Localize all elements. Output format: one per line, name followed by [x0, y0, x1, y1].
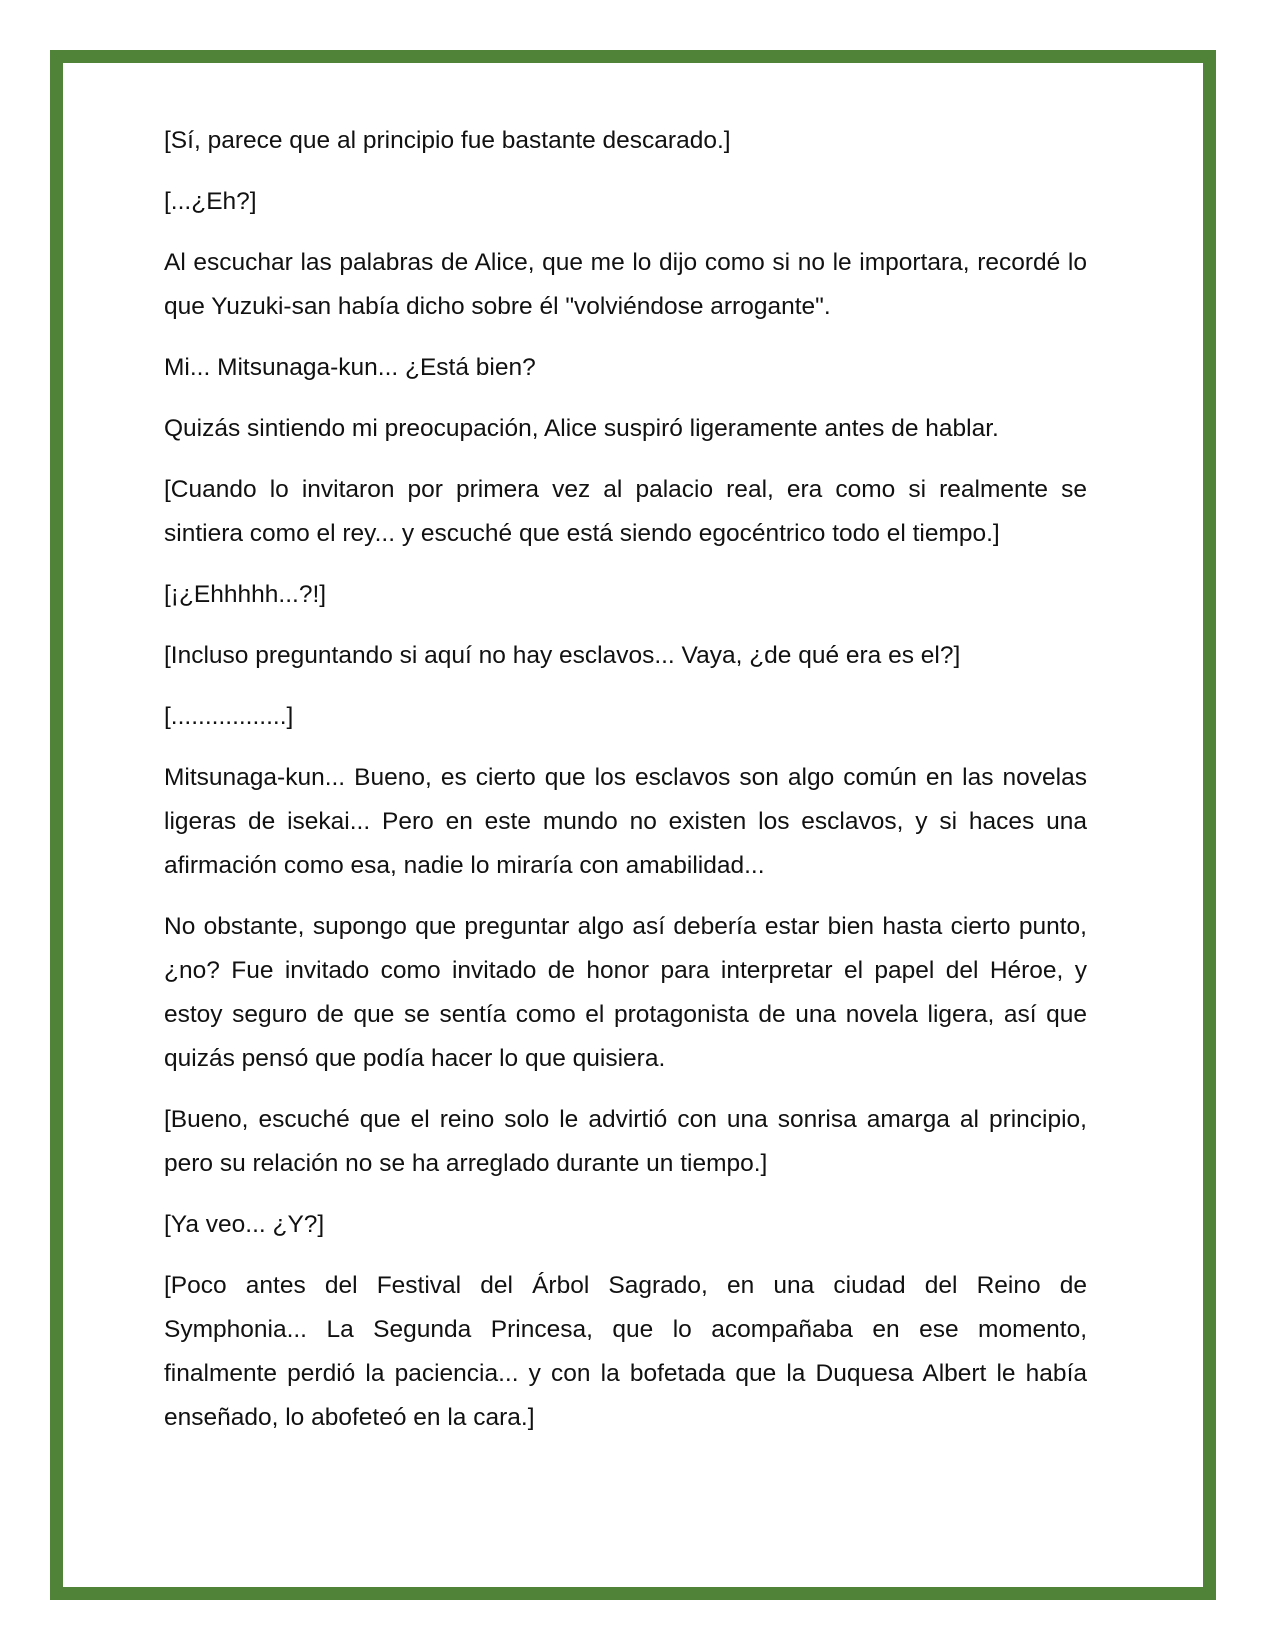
- paragraph: [.................]: [164, 703, 294, 730]
- paragraph: [Incluso preguntando si aquí no hay esclavos... Vaya, ¿de qué era es el?]: [164, 642, 961, 669]
- paragraph: [Sí, parece que al principio fue bastante descarado.]: [164, 127, 731, 154]
- paragraph: Al escuchar las palabras de Alice, que me lo dijo como si no le importara, recordé lo que Yuzuki-san había dicho sobre él "volviéndose arrogante".: [164, 249, 1087, 320]
- paragraph: [Cuando lo invitaron por primera vez al palacio real, era como si realmente se sintiera como el rey... y escuché que está siendo egocéntrico todo el tiempo.]: [164, 476, 1087, 547]
- paragraph: [¡¿Ehhhhh...?!]: [164, 581, 327, 608]
- paragraph: [...¿Eh?]: [164, 188, 257, 215]
- document-body: [164, 119, 1087, 1457]
- paragraph: [Bueno, escuché que el reino solo le advirtió con una sonrisa amarga al principio, pero su relación no se ha arreglado durante un tiempo.]: [164, 1106, 1087, 1177]
- paragraph: [Poco antes del Festival del Árbol Sagrado, en una ciudad del Reino de Symphonia... La Segunda Princesa, que lo acompañaba en ese momento, finalmente perdió la paciencia... y con la bofetada que la Duquesa Albert le había enseñado, lo abofeteó en la cara.]: [164, 1272, 1087, 1431]
- paragraph: Quizás sintiendo mi preocupación, Alice suspiró ligeramente antes de hablar.: [164, 415, 999, 442]
- paragraph: Mitsunaga-kun... Bueno, es cierto que los esclavos son algo común en las novelas ligeras de isekai... Pero en este mundo no existen los esclavos, y si haces una afirmación como esa, nadie lo miraría con amabilidad...: [164, 764, 1087, 879]
- paragraph: [Ya veo... ¿Y?]: [164, 1211, 325, 1238]
- paragraph: No obstante, supongo que preguntar algo así debería estar bien hasta cierto punto, ¿no? Fue invitado como invitado de honor para interpretar el papel del Héroe, y estoy seguro de que se sentía como el protagonista de una novela ligera, así que quizás pensó que podía hacer lo que quisiera.: [164, 913, 1087, 1072]
- paragraph: Mi... Mitsunaga-kun... ¿Está bien?: [164, 354, 536, 381]
